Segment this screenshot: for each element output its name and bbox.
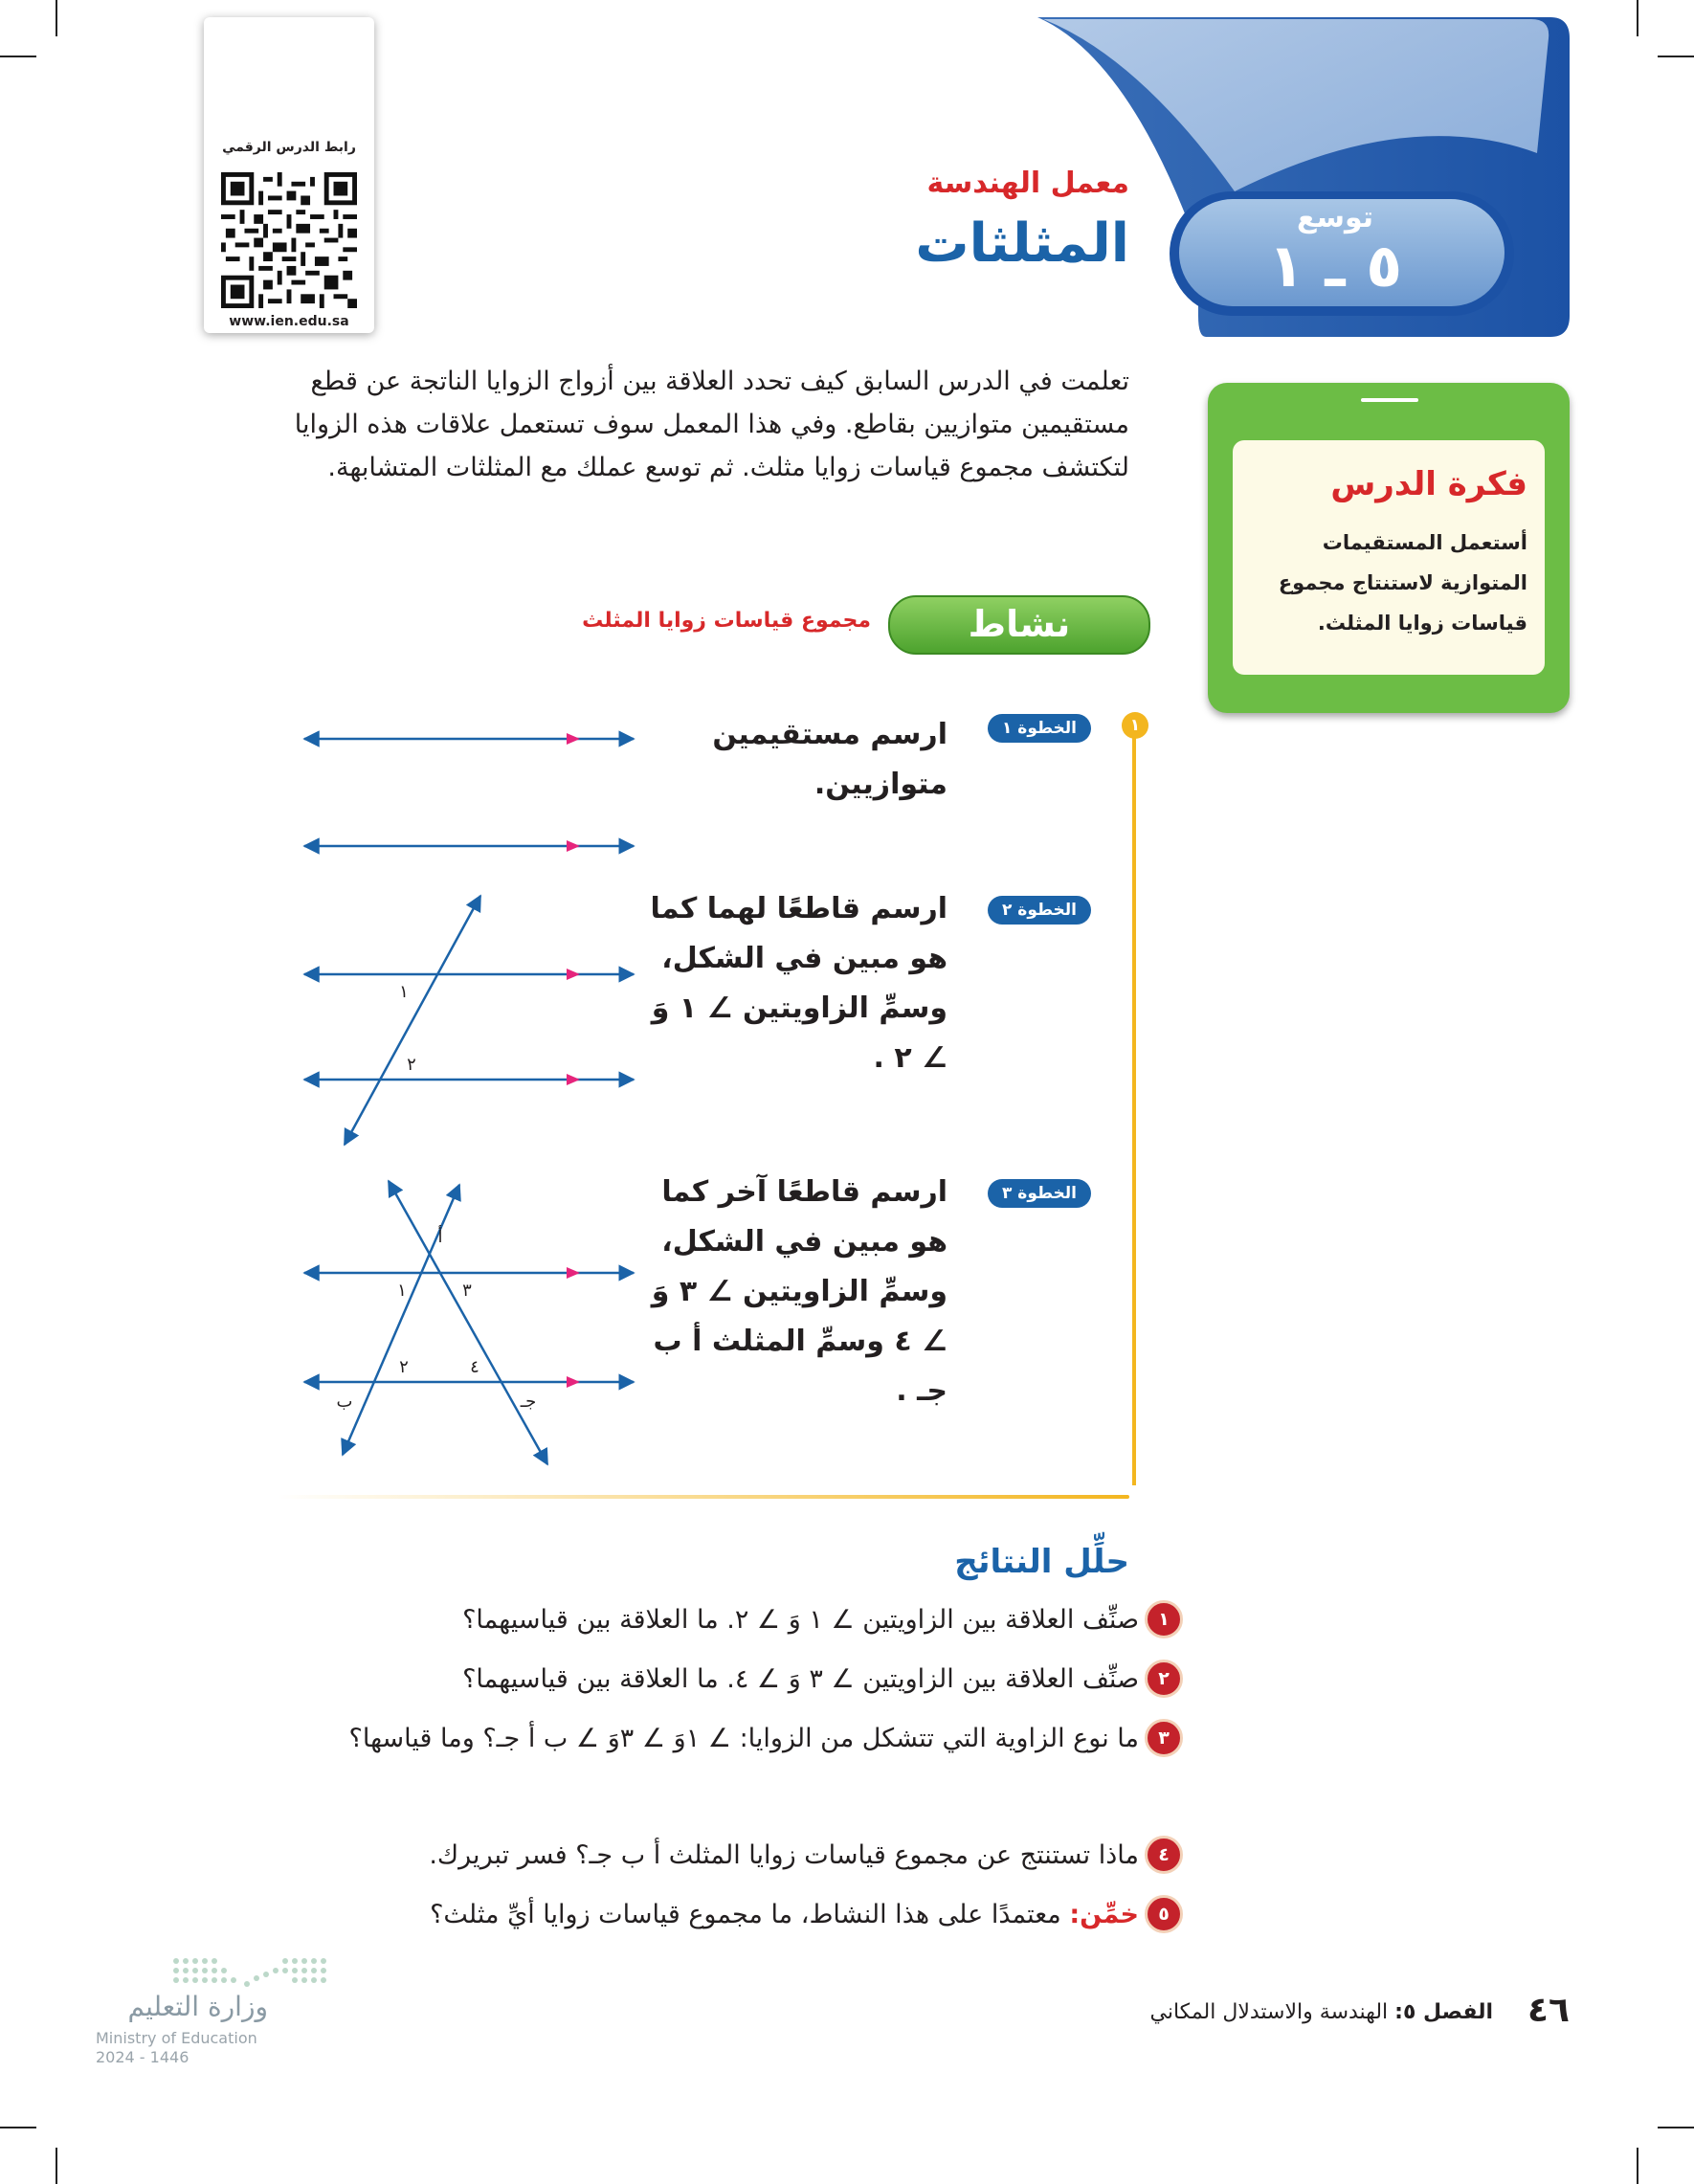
step-text-1: ارسم مستقيمين متوازيين. — [712, 718, 947, 801]
question-text: صنِّف العلاقة بين الزاويتين ∠ ٣ وَ ∠ ٤. ما العلاقة بين قياسيهما؟ — [462, 1664, 1139, 1694]
lesson-idea-card — [1208, 383, 1570, 713]
card-handle — [1361, 398, 1418, 402]
vertex-label: ب — [336, 1392, 353, 1412]
lesson-idea-title: فكرة الدرس — [1330, 465, 1527, 503]
crop-mark — [56, 0, 57, 36]
page-number: ٤٦ — [1527, 1991, 1570, 2030]
parallel-mark — [567, 733, 580, 745]
angle-label: ١ — [397, 1281, 407, 1301]
crop-mark — [1637, 2148, 1638, 2184]
expansion-label: توسع — [1296, 201, 1374, 234]
parallel-mark — [567, 969, 580, 980]
angle-label: ٤ — [470, 1357, 479, 1377]
qr-card[interactable] — [204, 17, 374, 333]
question-number: ٥ — [1145, 1895, 1183, 1933]
parallel-mark — [567, 840, 580, 852]
crop-mark — [0, 2127, 36, 2128]
footer-chapter — [1101, 2000, 1493, 2024]
edition-year: 2024 - 1446 — [96, 2048, 189, 2066]
qr-code-icon[interactable] — [221, 172, 357, 308]
transversal-3 — [389, 1181, 547, 1464]
question-number: ١ — [1145, 1600, 1183, 1638]
question-5 — [182, 1893, 1170, 1937]
lesson-idea-panel — [1233, 440, 1545, 675]
question-body: معتمدًا على هذا النشاط، ما مجموع قياسات زوايا أيِّ مثلث؟ — [430, 1900, 1061, 1929]
question-prefix: خمِّن: — [1069, 1900, 1139, 1929]
qr-caption: رابط الدرس الرقمي — [222, 140, 356, 155]
question-number: ٣ — [1145, 1719, 1183, 1757]
angle-label: ٢ — [399, 1357, 409, 1377]
intro-paragraph: تعلمت في الدرس السابق كيف تحدد العلاقة بين أزواج الزوايا الناتجة عن قطع مستقيمين متوازيين بقاطع. وفي هذا المعمل سوف تستعمل علاقات هذه الزوايا لتكتشف مجموع قياسات زوايا مثلث. ثم توسع عملك مع المثلثات المتشابهة. — [294, 367, 1129, 482]
crop-mark — [1658, 2127, 1694, 2128]
parallel-mark — [567, 1074, 580, 1085]
expansion-badge — [1177, 201, 1493, 301]
analyze-title: حلِّل النتائج — [954, 1543, 1129, 1581]
parallel-mark — [567, 1376, 580, 1388]
parallel-mark — [567, 1267, 580, 1279]
chapter-title: الهندسة والاستدلال المكاني — [1149, 2000, 1389, 2024]
question-2 — [182, 1658, 1170, 1702]
vertex-label: جـ — [520, 1392, 537, 1412]
lab-label: معمل الهندسة — [926, 167, 1129, 200]
activity-figures — [287, 699, 651, 1493]
lesson-idea-text: أستعمل المستقيمات المتوازية لاستنتاج مجموع قياسات زوايا المثلث. — [1278, 531, 1527, 635]
activity-badge: نشاط — [888, 595, 1150, 655]
angle-label: ٣ — [462, 1281, 472, 1301]
angle-label: ٢ — [407, 1055, 416, 1075]
crop-mark — [0, 56, 36, 57]
transversal-1 — [345, 896, 480, 1145]
question-4 — [182, 1834, 1170, 1878]
crop-mark — [1658, 56, 1694, 57]
question-number: ٢ — [1145, 1660, 1183, 1698]
vertex-label: أ — [437, 1227, 443, 1247]
chapter-label: الفصل ٥: — [1394, 2000, 1493, 2024]
question-text: ما نوع الزاوية التي تتشكل من الزوايا: ∠ ١وَ ∠ ٣وَ ∠ ب أ جـ؟ وما قياسها؟ — [348, 1724, 1139, 1753]
question-number: ٤ — [1145, 1836, 1183, 1874]
question-text: ماذا تستنتج عن مجموع قياسات زوايا المثلث أ ب جـ؟ فسر تبريرك. — [429, 1840, 1139, 1870]
crop-mark — [56, 2148, 57, 2184]
angle-label: ١ — [399, 982, 409, 1002]
question-1 — [182, 1598, 1170, 1642]
question-3 — [325, 1717, 1170, 1761]
step-text-3: ارسم قاطعًا آخر كما هو مبين في الشكل، وسمِّ الزاويتين ∠ ٣ وَ ∠ ٤ وسمِّ المثلث أ ب جـ . — [651, 1175, 947, 1408]
ministry-logo-icon — [170, 1955, 343, 1994]
crop-mark — [1637, 0, 1638, 36]
question-text — [182, 1893, 1139, 1937]
step-label-3: الخطوة ٣ — [988, 1179, 1091, 1208]
ministry-name-en: Ministry of Education — [96, 2029, 257, 2047]
step-text-2: ارسم قاطعًا لهما كما هو مبين في الشكل، وسمِّ الزاويتين ∠ ١ وَ ∠ ٢ . — [650, 892, 947, 1075]
question-text: صنِّف العلاقة بين الزاويتين ∠ ١ وَ ∠ ٢. ما العلاقة بين قياسيهما؟ — [462, 1605, 1139, 1635]
activity-title: مجموع قياسات زوايا المثلث — [582, 609, 871, 633]
step-label-1: الخطوة ١ — [988, 714, 1091, 743]
step-timeline — [1132, 727, 1136, 1485]
page-title: المثلثات — [915, 212, 1129, 275]
qr-url-link[interactable]: www.ien.edu.sa — [229, 314, 349, 329]
step-timeline-bottom — [278, 1495, 1129, 1499]
transversal-2 — [343, 1185, 459, 1455]
step-label-2: الخطوة ٢ — [988, 896, 1091, 925]
ministry-name-ar: وزارة التعليم — [127, 1991, 268, 2022]
step-marker: ١ — [1122, 712, 1148, 739]
expansion-number: ٥ ـ ١ — [1267, 231, 1403, 301]
